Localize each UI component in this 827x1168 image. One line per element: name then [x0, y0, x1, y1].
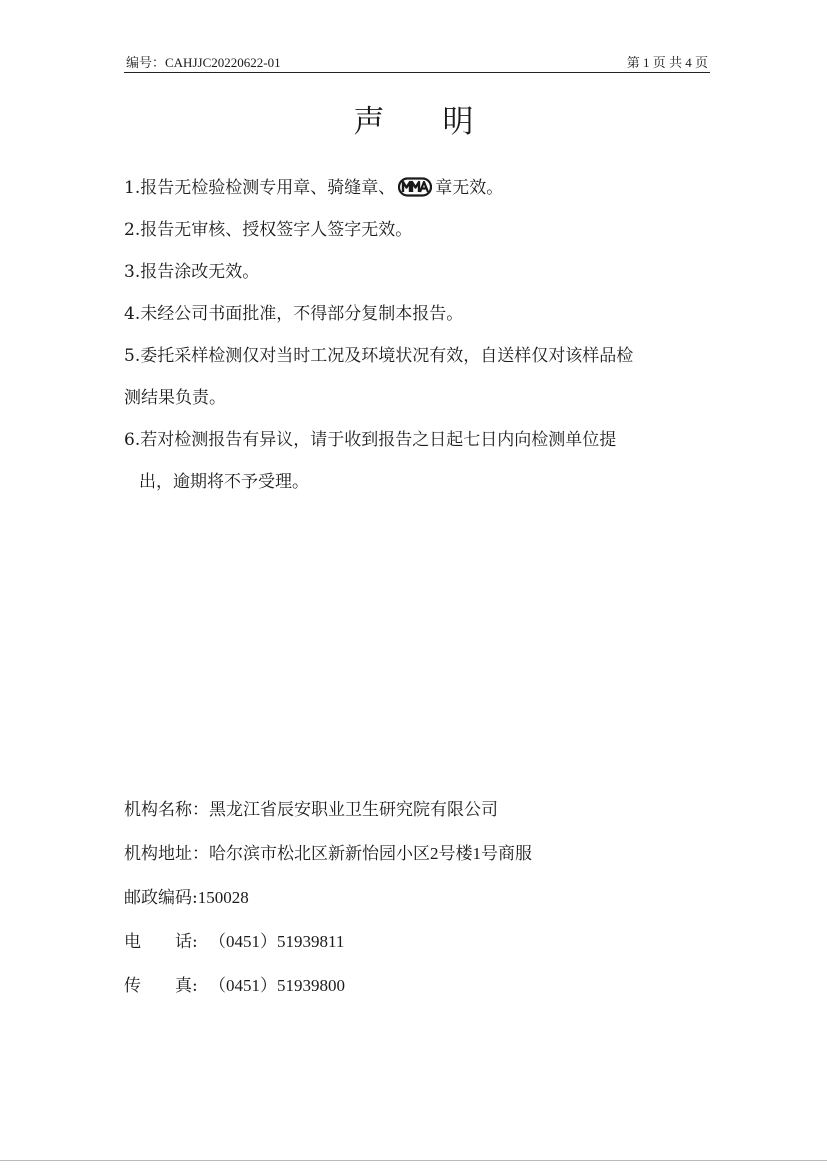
- clause-item: [124, 167, 714, 209]
- phone-label: [124, 920, 209, 964]
- clause-line: [124, 335, 714, 377]
- org-address-value: 哈尔滨市松北区新新怡园小区2号楼1号商服: [209, 844, 532, 863]
- fax-row: [124, 964, 714, 1008]
- clause-item: [124, 251, 714, 293]
- clause-line-continued: 出，逾期将不予受理。: [139, 472, 309, 492]
- clause-item: [124, 293, 714, 335]
- clause-number: 2.: [124, 220, 141, 240]
- page-indicator: 第 1 页 共 4 页: [626, 55, 708, 70]
- org-name-value: 黑龙江省辰安职业卫生研究院有限公司: [209, 800, 498, 820]
- clause-line-continued: 测结果负责。: [124, 388, 226, 408]
- clause-number: 5.: [124, 346, 141, 366]
- phone-label-char: 电: [124, 932, 141, 952]
- clause-text-after: 章无效。: [435, 178, 504, 198]
- postal-code-label: 邮政编码:: [124, 888, 198, 908]
- clause-text: 未经公司书面批准，不得部分复制本报告。: [140, 304, 464, 324]
- fax-label-char: 真:: [175, 976, 198, 996]
- clause-item: [124, 335, 714, 419]
- declaration-clauses: [124, 167, 714, 503]
- postal-code-value: 150028: [197, 888, 249, 907]
- page-header: [126, 52, 708, 72]
- clause-text: 报告涂改无效。: [140, 262, 260, 282]
- clause-text: 若对检测报告有异议，请于收到报告之日起七日内向检测单位提: [140, 430, 617, 450]
- clause-item: [124, 419, 714, 503]
- fax-label: [124, 964, 209, 1008]
- phone-row: [124, 920, 714, 964]
- fax-label-char: 传: [124, 976, 141, 996]
- clause-number: 3.: [124, 262, 141, 282]
- org-address-label: 机构地址：: [124, 844, 209, 864]
- fax-value: （0451）51939800: [209, 976, 345, 995]
- org-name-label: 机构名称：: [124, 800, 209, 820]
- clause-line: [124, 419, 714, 461]
- page-title: 声明: [353, 104, 532, 140]
- organization-contact: [124, 788, 714, 1008]
- clause-item: [124, 209, 714, 251]
- postal-code-row: [124, 876, 714, 920]
- phone-value: （0451）51939811: [209, 932, 345, 951]
- report-number: 编号：CAHJJC20220622-01: [126, 55, 281, 70]
- header-divider: [124, 72, 710, 73]
- org-address-row: [124, 832, 714, 876]
- clause-number: 1.: [124, 178, 141, 198]
- clause-text: 报告无审核、授权签字人签字无效。: [140, 220, 413, 240]
- phone-label-char: 话:: [175, 932, 198, 952]
- clause-text-before: 报告无检验检测专用章、骑缝章、: [140, 178, 396, 198]
- clause-text: 委托采样检测仅对当时工况及环境状况有效，自送样仅对该样品检: [140, 346, 634, 366]
- clause-text: [140, 167, 714, 209]
- scan-edge-line: [0, 1160, 827, 1161]
- clause-number: 6.: [124, 430, 141, 450]
- org-name-row: [124, 788, 714, 832]
- clause-number: 4.: [124, 304, 141, 324]
- cma-seal-icon: [398, 177, 432, 197]
